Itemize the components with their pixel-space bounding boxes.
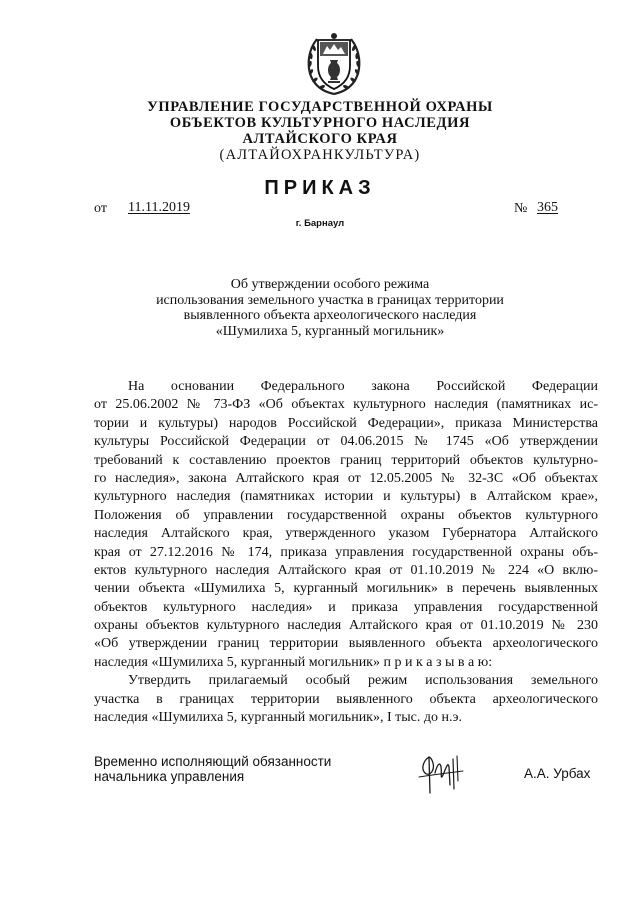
body-line: наследия Алтайского края, утвержденного указом Губернатора Алтайского: [94, 526, 598, 542]
date-prefix-label: от: [94, 201, 107, 216]
altai-krai-coat-of-arms-icon: [303, 28, 365, 98]
subject-line: использования земельного участка в границах территории: [156, 292, 504, 308]
signer-name: А.А. Урбах: [524, 766, 591, 781]
order-subject: [120, 277, 540, 339]
body-line: чении объекта «Шумилиха 5, курганный могильник» в перечень выявленных: [94, 581, 598, 597]
handwritten-signature-icon: [413, 751, 473, 797]
body-line: края от 27.12.2016 № 174, приказа управления государственной охраны объ-: [94, 544, 598, 560]
body-line: тории и культуры) народов Российской Федерации», приказа Министерства: [94, 415, 598, 431]
body-line: требований к составлению проектов границ территорий объектов культурно-: [94, 452, 598, 468]
org-name-line-2: ОБЪЕКТОВ КУЛЬТУРНОГО НАСЛЕДИЯ: [169, 115, 471, 131]
body-line: от 25.06.2002 № 73-ФЗ «Об объектах культурного наследия (памятниках ис-: [94, 397, 598, 413]
body-line: охраны объектов культурного наследия Алтайского края от 01.10.2019 № 230: [94, 618, 598, 634]
org-abbreviation: (АЛТАЙОХРАНКУЛЬТУРА): [219, 147, 421, 163]
body-line: культурного наследия (памятниках истории и культуры) в Алтайском крае»,: [94, 489, 598, 505]
order-title: ПРИКАЗ: [264, 177, 376, 199]
body-line: «Об утверждении границ территории выявленного объекта археологического: [94, 636, 598, 652]
body-line: объектов культурного наследия» и приказа управления государственной: [94, 599, 598, 615]
city-label: г. Барнаул: [295, 218, 345, 229]
signer-position: [94, 754, 331, 784]
subject-line: «Шумилиха 5, курганный могильник»: [215, 323, 445, 339]
subject-line: выявленного объекта археологического наследия: [183, 308, 477, 323]
signer-position-line-1: Временно исполняющий обязанности: [94, 754, 332, 769]
body-line: Положения об управлении государственной охраны объектов культурного: [94, 507, 598, 523]
org-name-line-1: УПРАВЛЕНИЕ ГОСУДАРСТВЕННОЙ ОХРАНЫ: [147, 99, 493, 115]
body-line: участка в границах территории выявленного объекта археологического: [94, 691, 598, 707]
body-line: Утвердить прилагаемый особый режим использования земельного: [128, 673, 598, 689]
order-body: [94, 378, 598, 727]
body-line: наследия «Шумилиха 5, курганный могильник», I тыс. до н.э.: [94, 710, 463, 726]
signer-position-line-2: начальника управления: [94, 769, 245, 784]
body-line: го наследия», закона Алтайского края от 12.05.2005 № 32-ЗС «Об объектах: [94, 470, 598, 486]
body-line: ектов культурного наследия Алтайского края от 01.10.2019 № 224 «О вклю-: [94, 562, 598, 578]
order-number: 365: [537, 200, 558, 215]
org-name-line-3: АЛТАЙСКОГО КРАЯ: [242, 131, 398, 147]
body-line: наследия «Шумилиха 5, курганный могильник» п р и к а з ы в а ю:: [94, 654, 493, 670]
order-date: 11.11.2019: [128, 200, 190, 215]
body-line: культуры Российской Федерации от 04.06.2015 № 1745 «Об утверждении: [94, 434, 598, 450]
subject-line: Об утверждении особого режима: [230, 277, 430, 292]
body-line: На основании Федерального закона Российской Федерации: [128, 379, 598, 394]
number-sign-label: №: [514, 201, 528, 216]
